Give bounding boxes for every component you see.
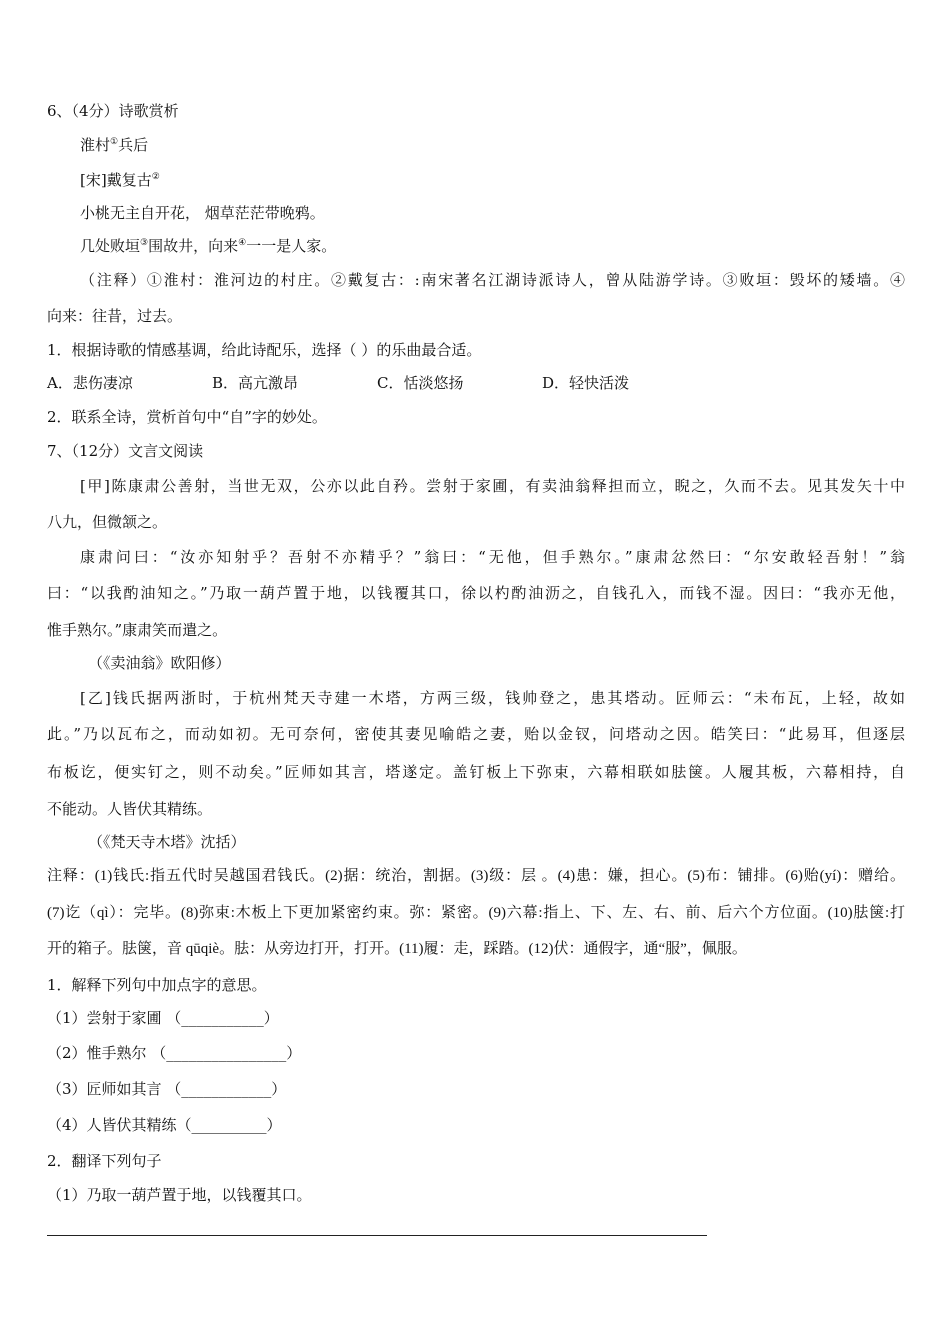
poem-line-2-part-c: 一一是人家。 [246,237,337,255]
q7-notes-line-3: 开的箱子。胠箧，音 qūqiè。胠：从旁边打开，打开。(11)履：走，踩踏。(12)伏：通假字，通“服”，佩服。 [47,941,747,957]
yi-line-1: [乙]钱氏据两浙时，于杭州梵天寺建一木塔，方两三级，钱帅登之，患其塔动。匠师云：“未布瓦，上轻，故如 [80,689,905,707]
q7-notes-line-2: (7)讫（qì）：完毕。(8)弥束:木板上下更加紧密约束。弥：紧密。(9)六幕:指上、下、左、右、前、后六个方位面。(10)胠箧:打 [47,905,905,921]
jia-paragraph-1-line-1: [甲]陈康肃公善射，当世无双，公亦以此自矜。尝射于家圃，有卖油翁释担而立，睨之，久而不去。见其发矢十中 [80,477,905,495]
poem-line-2-note-b: ④ [238,238,247,248]
poem-line-1: 小桃无主自开花， 烟草茫茫带晚鸦。 [80,204,325,222]
poem-title-suffix: 兵后 [118,136,149,154]
poem-line-2-part-b: 围故井，向来 [148,237,239,255]
fill-item-1[interactable]: （1）尝射于家圃 （___________） [47,1009,279,1027]
poem-author [80,170,160,190]
poem-title [80,135,148,155]
q6-sub-2: 2．联系全诗，赏析首句中“自”字的妙处。 [47,408,327,426]
yi-line-4: 不能动。人皆伏其精练。 [47,800,213,818]
poem-title-note-marker: ① [110,137,119,147]
jia-paragraph-1-line-2: 八九，但微颔之。 [47,513,168,531]
jia-paragraph-2-line-1: 康肃问曰：“汝亦知射乎？吾射不亦精乎？”翁曰：“无他，但手熟尔。”康肃忿然曰：“尔安敢轻吾射！”翁 [80,548,905,566]
q6-options [47,373,707,393]
yi-line-3: 布板讫，便实钉之，则不动矣。”匠师如其言，塔遂定。盖钉板上下弥束，六幕相联如胠箧。人履其板，六幕相持，自 [47,763,905,781]
poem-notes-line-2: 向来：往昔，过去。 [47,307,183,325]
poem-notes-line-1: （注释）①淮村：淮河边的村庄。②戴复古：:南宋著名江湖诗派诗人，曾从陆游学诗。③败垣：毁坏的矮墙。④ [80,271,905,289]
jia-source: （《卖油翁》欧阳修） [88,654,231,672]
option-d[interactable]: D．轻快活泼 [542,374,630,392]
jia-paragraph-2-line-3: 惟手熟尔。”康肃笑而遣之。 [47,621,228,639]
q7-notes-line-1: 注释：(1)钱氏:指五代时吴越国君钱氏。(2)据：统治，割据。(3)级：层 。(4)患：嫌，担心。(5)布：铺排。(6)贻(yí)：赠给。 [47,868,905,884]
poem-line-2 [80,236,336,256]
poem-title-text: 淮村 [80,136,111,154]
poem-author-text: [宋]戴复古 [80,171,152,189]
q6-header: 6、（4分）诗歌赏析 [47,102,179,120]
jia-paragraph-2-line-2: 曰：“以我酌油知之。”乃取一葫芦置于地，以钱覆其口，徐以杓酌油沥之，自钱孔入，而钱不湿。因曰：“我亦无他， [47,584,905,602]
q6-sub-1: 1．根据诗歌的情感基调，给此诗配乐，选择（ ）的乐曲最合适。 [47,341,482,359]
fill-item-4[interactable]: （4）人皆伏其精练（__________） [47,1116,282,1134]
option-c[interactable]: C．恬淡悠扬 [377,374,464,392]
q7-header: 7、（12分）文言文阅读 [47,442,204,460]
poem-line-2-part-a: 几处败垣 [80,237,141,255]
translate-item-1: （1）乃取一葫芦置于地，以钱覆其口。 [47,1186,312,1204]
yi-line-2: 此。”乃以瓦布之，而动如初。无可奈何，密使其妻见喻皓之妻，贻以金钗，问塔动之因。皓笑曰：“此易耳，但逐层 [47,725,905,743]
option-a[interactable]: A．悲伤凄凉 [47,374,133,392]
q7-sub-1: 1．解释下列句中加点字的意思。 [47,976,267,994]
option-b[interactable]: B．高亢激昂 [212,374,299,392]
poem-author-note-marker: ② [151,172,160,182]
answer-line[interactable] [47,1235,707,1236]
yi-source: （《梵天寺木塔》沈括） [88,833,246,851]
poem-line-2-note-a: ③ [140,238,149,248]
fill-item-2[interactable]: （2）惟手熟尔 （________________） [47,1044,302,1062]
q7-sub-2: 2．翻译下列句子 [47,1152,162,1170]
fill-item-3[interactable]: （3）匠师如其言 （____________） [47,1080,287,1098]
